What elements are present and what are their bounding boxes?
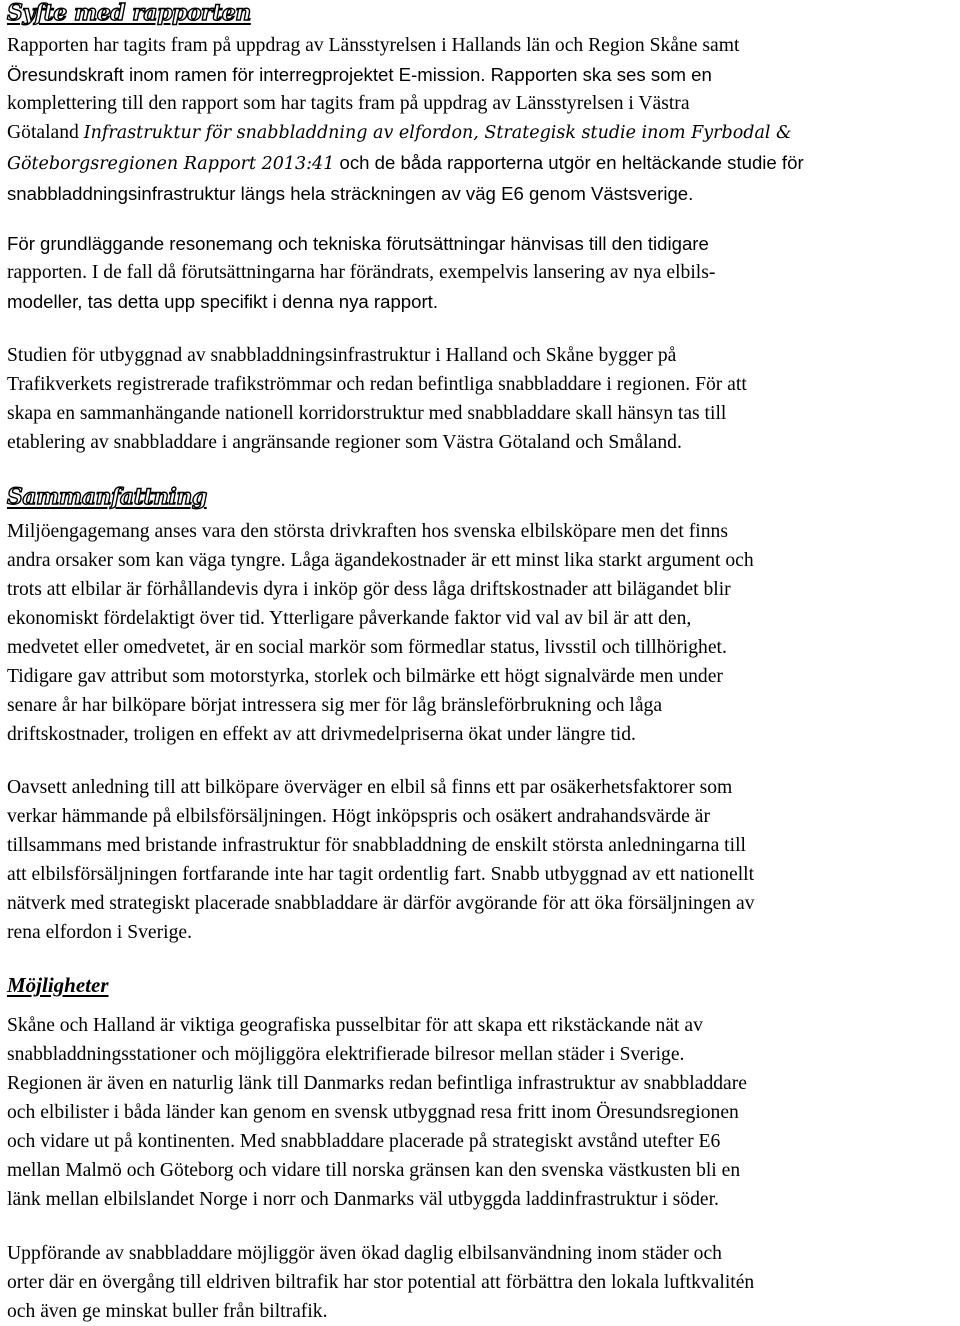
line: och elbilister i båda länder kan genom en svensk utbyggnad resa fritt inom Öresundsregionen [7, 1102, 739, 1123]
heading-sammanfattning [7, 484, 207, 510]
report-title-italic: Göteborgsregionen Rapport 2013:41 [7, 154, 335, 174]
line: För grundläggande resonemang och tekniska förutsättningar hänvisas till den tidigare [7, 233, 709, 254]
line: ekonomiskt fördelaktigt över tid. Ytterligare påverkande faktor vid val av bil är att den, [7, 608, 692, 629]
line: trots att elbilar är förhållandevis dyra i inköp gör dess låga driftskostnader att bilägandet blir [7, 579, 731, 600]
line: tillsammans med bristande infrastruktur för snabbladdning de enskilt största anledningarna till [7, 835, 746, 856]
line: Rapporten har tagits fram på uppdrag av Länsstyrelsen i Hallands län och Region Skåne samt [7, 35, 740, 56]
line: snabbladdningsstationer och möjliggöra elektrifierade bilresor mellan städer i Sverige. [7, 1044, 685, 1065]
line: orter där en övergång till eldriven biltrafik har stor potential att förbättra den lokala luftkvalitén [7, 1272, 755, 1293]
line: Tidigare gav attribut som motorstyrka, storlek och bilmärke ett högt signalvärde men under [7, 666, 723, 687]
line: mellan Malmö och Göteborg och vidare till norska gränsen kan den svenska västkusten bli en [7, 1160, 741, 1181]
paragraph-mojligheter-1 [7, 1011, 953, 1214]
paragraph-mojligheter-2 [7, 1239, 953, 1326]
line: Uppförande av snabbladdare möjliggör även ökad daglig elbilsanvändning inom städer och [7, 1243, 722, 1264]
line: att elbilsförsäljningen fortfarande inte har tagit ordentlig fart. Snabb utbyggnad av ett nationellt [7, 864, 755, 885]
paragraph-syfte-2 [7, 229, 953, 316]
line: etablering av snabbladdare i angränsande regioner som Västra Götaland och Småland. [7, 432, 682, 453]
line: skapa en sammanhängande nationell korridorstruktur med snabbladdare skall hänsyn tas till [7, 403, 727, 424]
line: Oavsett anledning till att bilköpare överväger en elbil så finns ett par osäkerhetsfaktorer som [7, 777, 733, 798]
line: rena elfordon i Sverige. [7, 922, 192, 943]
paragraph-sammanfattning-2 [7, 773, 953, 947]
line: komplettering till den rapport som har tagits fram på uppdrag av Länsstyrelsen i Västra [7, 93, 690, 114]
line: verkar hämmande på elbilsförsäljningen. Högt inköpspris och osäkert andrahandsvärde är [7, 806, 710, 827]
line: rapporten. I de fall då förutsättningarna har förändrats, exempelvis lansering av nya elbils- [7, 262, 716, 283]
heading-mojligheter-text: Möjligheter [7, 973, 109, 997]
line: medvetet eller omedvetet, är en social markör som förmedlar status, livsstil och tillhörighet. [7, 637, 727, 658]
heading-mojligheter [7, 972, 109, 998]
report-title-italic: Infrastruktur för snabbladdning av elfordon, Strategisk studie inom Fyrbodal & [83, 123, 792, 143]
line: länk mellan elbilslandet Norge i norr och Danmarks väl utbyggda laddinfrastruktur i söder. [7, 1189, 719, 1210]
line: modeller, tas detta upp specifikt i denna nya rapport. [7, 291, 439, 312]
text-plain: Götaland [7, 122, 84, 143]
line-mixed [7, 148, 953, 179]
line: Miljöengagemang anses vara den största drivkraften hos svenska elbilsköpare men det finns [7, 521, 728, 542]
paragraph-sammanfattning-1 [7, 517, 953, 749]
line: Trafikverkets registrerade trafikströmmar och redan befintliga snabbladdare i regionen. För att [7, 374, 747, 395]
heading-syfte [7, 0, 251, 26]
heading-sammanfattning-text: Sammanfattning [7, 484, 207, 510]
line: snabbladdningsinfrastruktur längs hela sträckningen av väg E6 genom Västsverige. [7, 183, 694, 204]
line: Studien för utbyggnad av snabbladdningsinfrastruktur i Halland och Skåne bygger på [7, 345, 677, 366]
line: Skåne och Halland är viktiga geografiska pusselbitar för att skapa ett rikstäckande nät av [7, 1015, 703, 1036]
line-mixed [7, 118, 953, 148]
paragraph-syfte-1 [7, 31, 953, 208]
line: senare år har bilköpare börjat intressera sig mer för låg bränsleförbrukning och låga [7, 695, 663, 716]
line: och även ge minskat buller från biltrafik. [7, 1301, 328, 1322]
line: andra orsaker som kan väga tyngre. Låga ägandekostnader är ett minst lika starkt argument och [7, 550, 754, 571]
line: Regionen är även en naturlig länk till Danmarks redan befintliga infrastruktur av snabbladdare [7, 1073, 747, 1094]
line: driftskostnader, troligen en effekt av att drivmedelpriserna ökat under längre tid. [7, 724, 636, 745]
line: och vidare ut på kontinenten. Med snabbladdare placerade på strategiskt avstånd utefter E6 [7, 1131, 721, 1152]
paragraph-syfte-3 [7, 341, 953, 457]
heading-syfte-text: Syfte med rapporten [7, 0, 251, 26]
text-plain: och de båda rapporterna utgör en heltäckande studie för [334, 152, 804, 173]
line: nätverk med strategiskt placerade snabbladdare är därför avgörande för att öka försäljningen av [7, 893, 755, 914]
line: Öresundskraft inom ramen för interregprojektet E-mission. Rapporten ska ses som en [7, 64, 712, 85]
